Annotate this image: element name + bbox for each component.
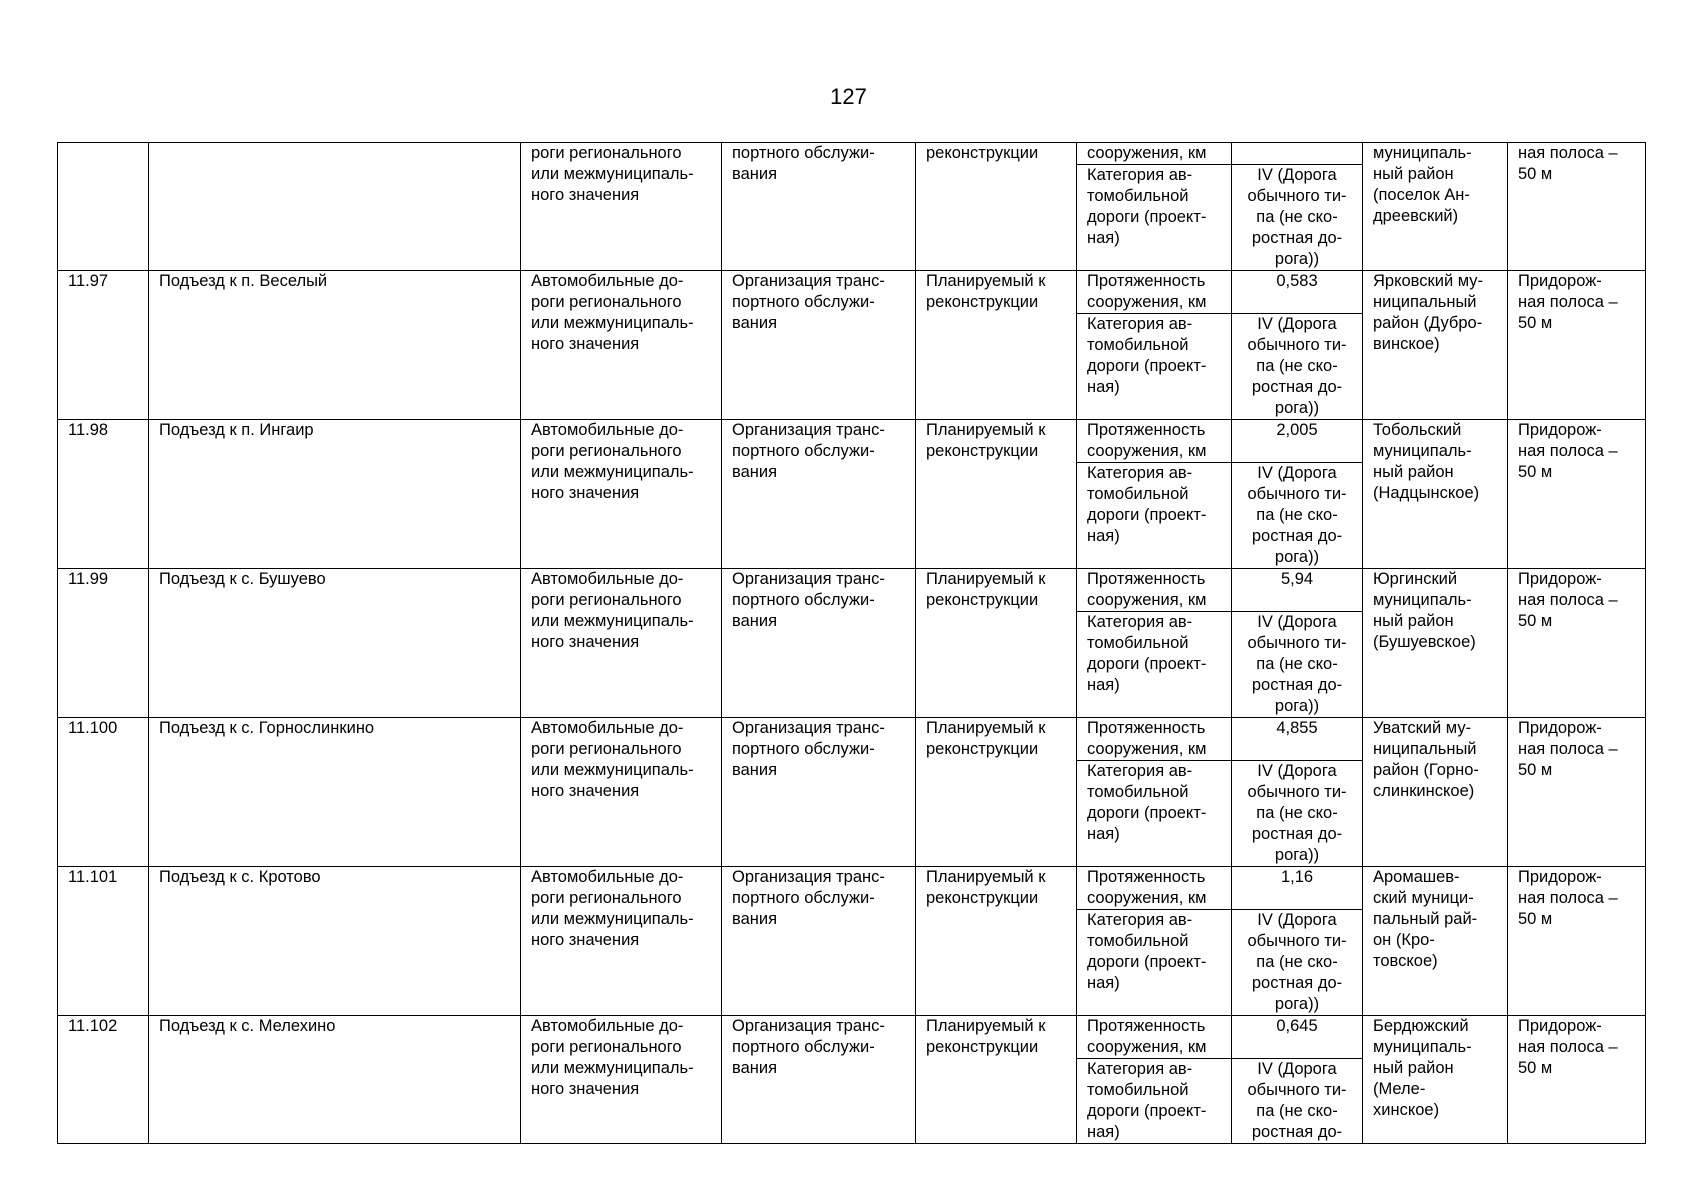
cell-purpose: Организация транс- портного обслужи- вания [722, 420, 916, 569]
table-row [58, 271, 1646, 314]
cell-type: Автомобильные до- роги регионального или межмуниципаль- ного значения [521, 569, 722, 718]
cell-number: 11.99 [58, 569, 149, 718]
cell-characteristic-name: Категория ав- томобильной дороги (проект- ная) [1077, 1059, 1232, 1144]
cell-location: Юргинский муниципаль- ный район (Бушуевское) [1363, 569, 1508, 718]
cell-location: Ярковский му- ниципальный район (Дубро- винское) [1363, 271, 1508, 420]
page-number: 127 [830, 84, 867, 109]
cell-name: Подъезд к п. Веселый [149, 271, 521, 420]
cell-purpose: Организация транс- портного обслужи- вания [722, 867, 916, 1016]
cell-location: Бердюжский муниципаль- ный район (Меле- хинское) [1363, 1016, 1508, 1144]
cell-purpose: Организация транс- портного обслужи- вания [722, 718, 916, 867]
cell-status: реконструкции [916, 143, 1077, 271]
cell-name: Подъезд к с. Горнослинкино [149, 718, 521, 867]
cell-number: 11.97 [58, 271, 149, 420]
cell-type: Автомобильные до- роги регионального или межмуниципаль- ного значения [521, 718, 722, 867]
cell-characteristic-value: 0,583 [1232, 271, 1363, 314]
road-objects-table [57, 142, 1646, 1144]
cell-zone: Придорож- ная полоса – 50 м [1508, 420, 1646, 569]
cell-characteristic-name: Категория ав- томобильной дороги (проект- ная) [1077, 463, 1232, 569]
cell-characteristic-value: IV (Дорога обычного ти- па (не ско- ростная до- рога)) [1232, 612, 1363, 718]
cell-zone: Придорож- ная полоса – 50 м [1508, 569, 1646, 718]
table-row [58, 867, 1646, 910]
cell-characteristic-name: сооружения, км [1077, 143, 1232, 165]
cell-zone: Придорож- ная полоса – 50 м [1508, 1016, 1646, 1144]
cell-purpose: Организация транс- портного обслужи- вания [722, 271, 916, 420]
cell-name: Подъезд к с. Мелехино [149, 1016, 521, 1144]
cell-zone: Придорож- ная полоса – 50 м [1508, 718, 1646, 867]
table-row [58, 569, 1646, 612]
cell-number: 11.101 [58, 867, 149, 1016]
cell-status: Планируемый к реконструкции [916, 271, 1077, 420]
cell-characteristic-value: 2,005 [1232, 420, 1363, 463]
cell-characteristic-name: Категория ав- томобильной дороги (проект- ная) [1077, 612, 1232, 718]
cell-characteristic-name: Протяженность сооружения, км [1077, 718, 1232, 761]
cell-characteristic-value: IV (Дорога обычного ти- па (не ско- ростная до- рога)) [1232, 910, 1363, 1016]
cell-zone: ная полоса – 50 м [1508, 143, 1646, 271]
cell-type: Автомобильные до- роги регионального или межмуниципаль- ного значения [521, 271, 722, 420]
cell-status: Планируемый к реконструкции [916, 569, 1077, 718]
cell-characteristic-value: 1,16 [1232, 867, 1363, 910]
cell-characteristic-name: Протяженность сооружения, км [1077, 867, 1232, 910]
cell-location: муниципаль- ный район (поселок Ан- дреевский) [1363, 143, 1508, 271]
cell-purpose: портного обслужи- вания [722, 143, 916, 271]
cell-number: 11.100 [58, 718, 149, 867]
cell-characteristic-value: 4,855 [1232, 718, 1363, 761]
cell-name [149, 143, 521, 271]
cell-name: Подъезд к п. Ингаир [149, 420, 521, 569]
cell-characteristic-value: IV (Дорога обычного ти- па (не ско- ростная до- [1232, 1059, 1363, 1144]
cell-zone: Придорож- ная полоса – 50 м [1508, 271, 1646, 420]
table-row [58, 143, 1646, 165]
cell-name: Подъезд к с. Кротово [149, 867, 521, 1016]
cell-characteristic-name: Протяженность сооружения, км [1077, 271, 1232, 314]
cell-status: Планируемый к реконструкции [916, 1016, 1077, 1144]
table-row [58, 1016, 1646, 1059]
cell-number: 11.102 [58, 1016, 149, 1144]
cell-characteristic-value: 0,645 [1232, 1016, 1363, 1059]
cell-characteristic-value: 5,94 [1232, 569, 1363, 612]
cell-status: Планируемый к реконструкции [916, 420, 1077, 569]
table-row [58, 420, 1646, 463]
cell-purpose: Организация транс- портного обслужи- вания [722, 1016, 916, 1144]
cell-name: Подъезд к с. Бушуево [149, 569, 521, 718]
table-row [58, 718, 1646, 761]
cell-number [58, 143, 149, 271]
cell-purpose: Организация транс- портного обслужи- вания [722, 569, 916, 718]
cell-location: Аромашев- ский муници- пальный рай- он (Кро- товское) [1363, 867, 1508, 1016]
cell-characteristic-name: Категория ав- томобильной дороги (проект- ная) [1077, 314, 1232, 420]
cell-status: Планируемый к реконструкции [916, 718, 1077, 867]
cell-characteristic-name: Протяженность сооружения, км [1077, 1016, 1232, 1059]
cell-zone: Придорож- ная полоса – 50 м [1508, 867, 1646, 1016]
cell-characteristic-value [1232, 143, 1363, 165]
cell-characteristic-name: Категория ав- томобильной дороги (проект- ная) [1077, 165, 1232, 271]
cell-characteristic-name: Протяженность сооружения, км [1077, 420, 1232, 463]
cell-characteristic-value: IV (Дорога обычного ти- па (не ско- ростная до- рога)) [1232, 165, 1363, 271]
cell-characteristic-name: Категория ав- томобильной дороги (проект- ная) [1077, 761, 1232, 867]
cell-location: Уватский му- ниципальный район (Горно- слинкинское) [1363, 718, 1508, 867]
cell-characteristic-name: Категория ав- томобильной дороги (проект- ная) [1077, 910, 1232, 1016]
cell-type: роги регионального или межмуниципаль- ного значения [521, 143, 722, 271]
cell-number: 11.98 [58, 420, 149, 569]
cell-status: Планируемый к реконструкции [916, 867, 1077, 1016]
cell-characteristic-value: IV (Дорога обычного ти- па (не ско- ростная до- рога)) [1232, 463, 1363, 569]
cell-type: Автомобильные до- роги регионального или межмуниципаль- ного значения [521, 1016, 722, 1144]
cell-characteristic-value: IV (Дорога обычного ти- па (не ско- ростная до- рога)) [1232, 314, 1363, 420]
cell-characteristic-name: Протяженность сооружения, км [1077, 569, 1232, 612]
cell-characteristic-value: IV (Дорога обычного ти- па (не ско- ростная до- рога)) [1232, 761, 1363, 867]
cell-type: Автомобильные до- роги регионального или межмуниципаль- ного значения [521, 867, 722, 1016]
cell-type: Автомобильные до- роги регионального или межмуниципаль- ного значения [521, 420, 722, 569]
cell-location: Тобольский муниципаль- ный район (Надцынское) [1363, 420, 1508, 569]
